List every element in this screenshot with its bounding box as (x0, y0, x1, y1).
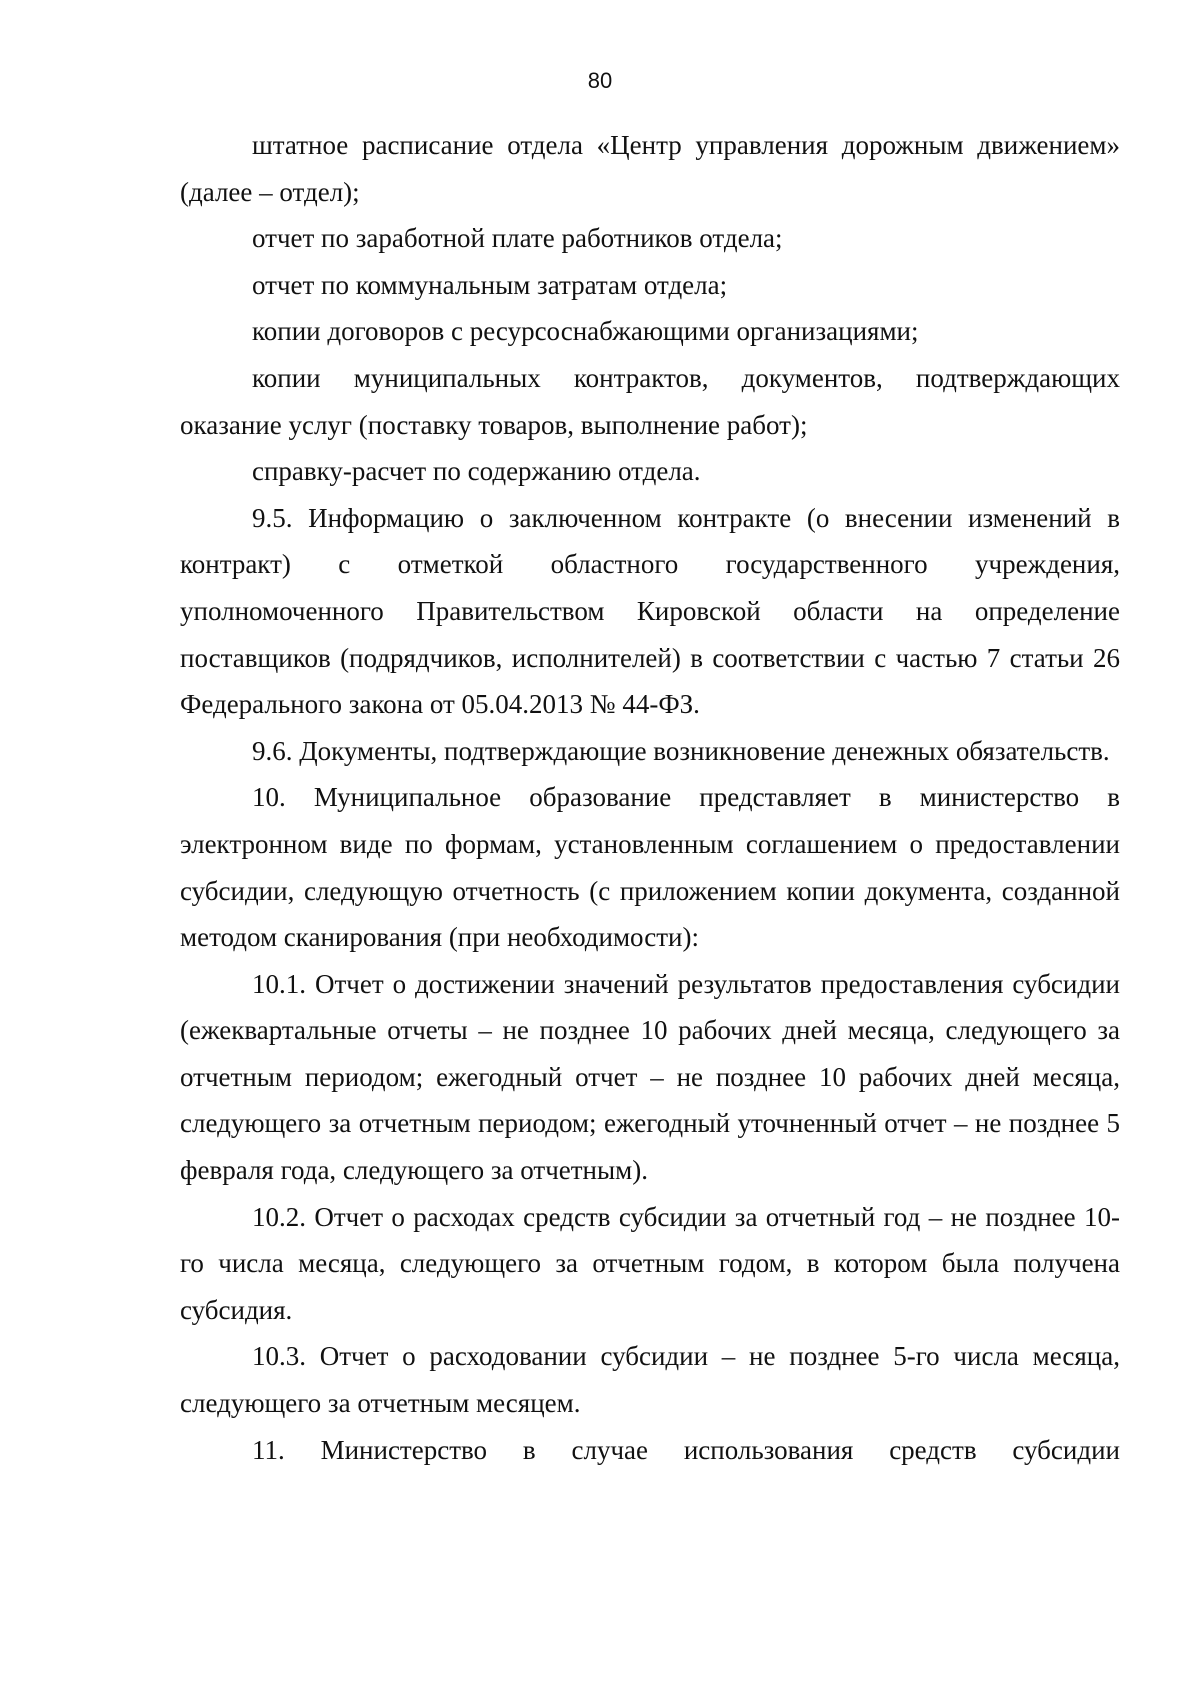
paragraph-utility-report: отчет по коммунальным затратам отдела; (252, 269, 728, 300)
paragraph-calculation-note: справку-расчет по содержанию отдела. (252, 456, 701, 487)
paragraph-municipal-contracts: копии муниципальных контрактов, документов, подтверждающих оказание услуг (поставку товаров, выполнение работ); (180, 362, 1120, 440)
paragraph-9-6: 9.6. Документы, подтверждающие возникновение денежных обязательств. (252, 735, 1110, 766)
paragraph-salary-report: отчет по заработной плате работников отдела; (252, 223, 783, 254)
paragraph-11: 11. Министерство в случае использования средств субсидии (252, 1434, 1120, 1465)
paragraph-10-3: 10.3. Отчет о расходовании субсидии – не позднее 5-го числа месяца, следующего за отчетным месяцем. (180, 1341, 1120, 1419)
paragraph-staff-schedule: штатное расписание отдела «Центр управления дорожным движением» (далее – отдел); (180, 130, 1120, 207)
paragraph-10: 10. Муниципальное образование представляет в министерство в электронном виде по формам, установленным соглашением о предоставлении субсидии, следующую отчетность (с приложением копии документа, созданной методом сканирования (при необходимости): (180, 782, 1120, 953)
paragraph-10-2: 10.2. Отчет о расходах средств субсидии за отчетный год – не позднее 10-го числа месяца, следующего за отчетным годом, в котором была получена субсидия. (180, 1201, 1120, 1325)
page-number: 80 (587, 68, 613, 93)
paragraph-9-5: 9.5. Информацию о заключенном контракте (о внесении изменений в контракт) с отметкой областного государственного учреждения, уполномоченного Правительством Кировской области на определение поставщиков (подрядчиков, исполнителей) в соответствии с частью 7 статьи 26 Федерального закона от 05.04.2013 № 44-ФЗ. (180, 502, 1120, 720)
paragraph-supply-contracts: копии договоров с ресурсоснабжающими организациями; (252, 316, 919, 347)
document-body (180, 122, 1120, 1473)
paragraph-10-1: 10.1. Отчет о достижении значений результатов предоставления субсидии (ежеквартальные отчеты – не позднее 10 рабочих дней месяца, следующего за отчетным периодом; ежегодный отчет – не позднее 10 рабочих дней месяца, следующего за отчетным периодом; ежегодный уточненный отчет – не позднее 5 февраля года, следующего за отчетным). (180, 968, 1120, 1186)
